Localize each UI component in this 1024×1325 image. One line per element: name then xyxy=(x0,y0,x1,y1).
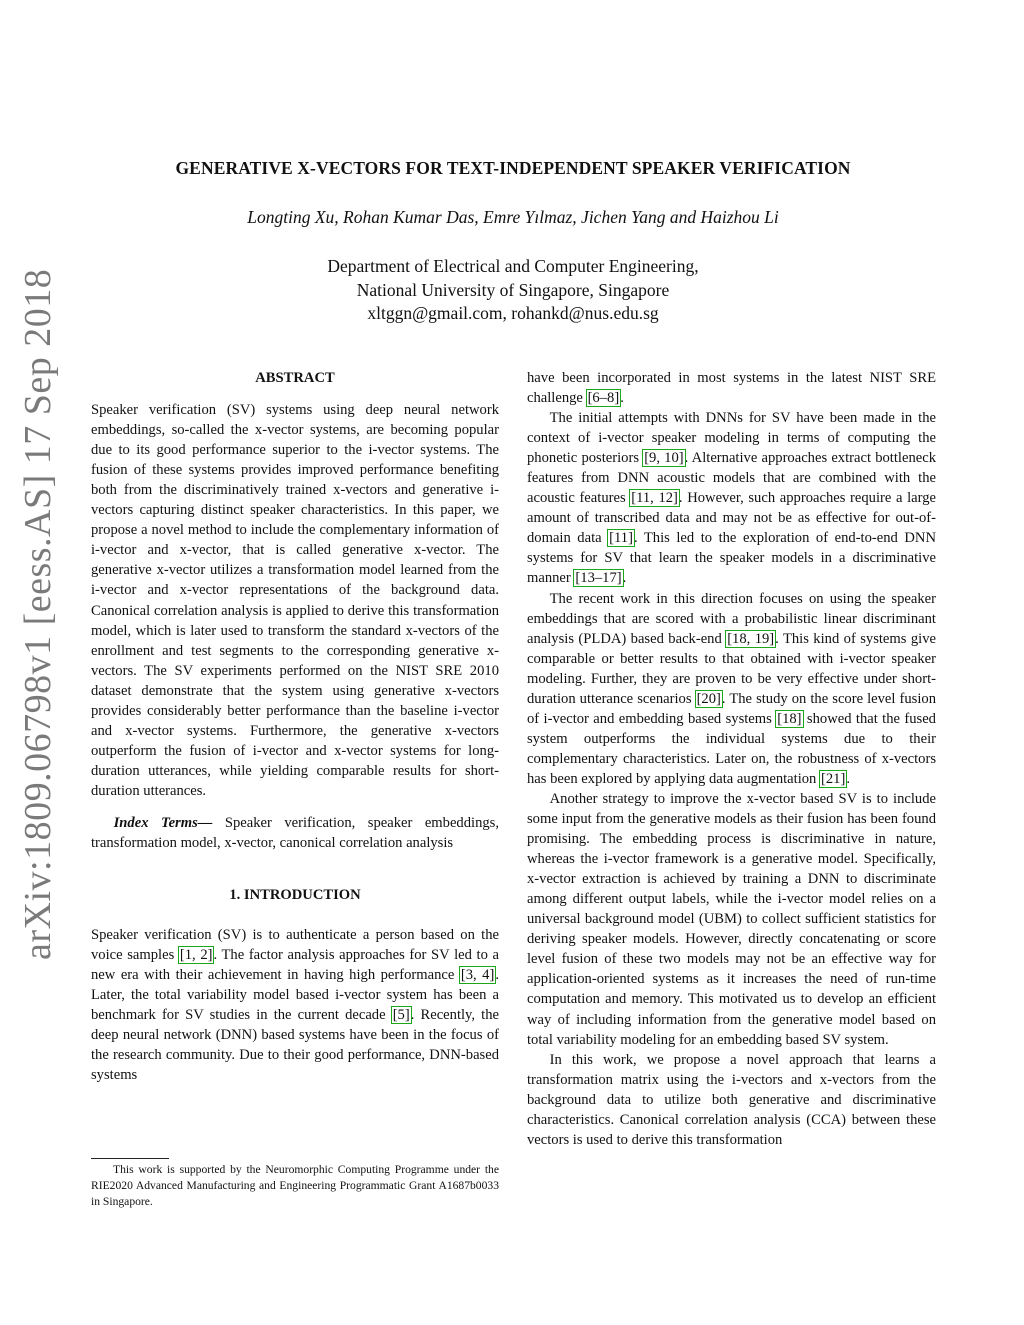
citation-link[interactable]: [18] xyxy=(777,710,802,727)
paper-title: GENERATIVE X-VECTORS FOR TEXT-INDEPENDENT SPEAKER VERIFICATION xyxy=(175,158,851,178)
affiliation xyxy=(90,255,936,326)
body-text: have been incorporated in most systems in the latest NIST SRE challenge xyxy=(527,370,936,407)
affiliation-university: National University of Singapore, Singapore xyxy=(356,279,670,300)
abstract-text: Speaker verification (SV) systems using deep neural network embeddings, so-called the x-vector systems, are becoming popular due to its good performance superior to the i-vector systems. The fusion of these systems provides improved performance benefiting both from the discriminatively trained x-vectors and generative i-vectors capturing distinct speaker characteristics. In this paper, we propose a novel method to include the complementary information of i-vector and x-vector, that is called generative x-vector. The generative x-vector utilizes a transformation model learned from the i-vector and x-vector representations of the background data. Canonical correlation analysis is applied to derive this transformation model, which is later used to transform the standard x-vectors of the enrollment and test segments to the corresponding generative x-vectors. The SV experiments performed on the NIST SRE 2010 dataset demonstrate that the system using generative x-vectors provides considerably better performance than the baseline i-vector and x-vector systems. Furthermore, the generative x-vectors outperform the fusion of i-vector and x-vector systems for long-duration utterances, while yielding comparable results for short-duration utterances. xyxy=(91,402,499,799)
index-terms xyxy=(91,813,499,853)
intro-paragraph xyxy=(91,925,499,1085)
citation-link[interactable]: [9, 10] xyxy=(644,450,684,467)
intro-heading: 1. INTRODUCTION xyxy=(229,887,361,904)
affiliation-email: xltggn@gmail.com, rohankd@nus.edu.sg xyxy=(367,303,659,323)
citation-link[interactable]: [18, 19] xyxy=(727,630,775,647)
citation-link[interactable]: [6–8] xyxy=(587,390,620,407)
body-text: . This kind of systems give comparable or better results to that obtained with i-vector speaker modeling. Further, they are proven to be very effective under short-duration utterance scenarios xyxy=(527,630,936,707)
body-text: . xyxy=(846,770,850,787)
citation-link[interactable]: [1, 2] xyxy=(179,947,213,964)
body-text: . xyxy=(620,390,624,407)
citation-link[interactable]: [3, 4] xyxy=(460,967,495,984)
index-terms-label: Index Terms— xyxy=(113,814,213,831)
right-paragraph-4: Another strategy to improve the x-vector based SV is to include some input from the generative models as their fusion has been found promising. The embedding process is discriminative in nature, whereas the i-vector framework is a generative model. Specifically, x-vector extraction is achieved by training a DNN to discriminate among different output labels, while the i-vector model relies on a universal background model (UBM) to collect sufficient statistics for deriving speaker models. However, directly concatenating or score level fusion of these two models may not be an effective way for application-oriented systems as it increases the need of run-time computation and memory. This motivated us to develop an efficient way of including information from the generative model based on total variability modeling for an embedding based SV system. xyxy=(527,790,936,1048)
citation-link[interactable]: [5] xyxy=(392,1007,410,1024)
citation-link[interactable]: [11, 12] xyxy=(631,490,678,507)
arxiv-side-label: arXiv:1809.06798v1 [eess.AS] 17 Sep 2018 xyxy=(17,268,59,960)
body-text: . This led to the exploration of end-to-end DNN systems for SV that learn the speaker models in a discriminative manner xyxy=(527,530,936,587)
author-list: Longting Xu, Rohan Kumar Das, Emre Yılmaz, Jichen Yang and Haizhou Li xyxy=(247,207,779,227)
abstract-heading: ABSTRACT xyxy=(255,370,335,386)
intro-text: . Later, the total variability model based i-vector system has been a benchmark for SV studies in the current decade xyxy=(91,967,499,1024)
right-paragraph-1 xyxy=(527,368,936,408)
body-text: . Alternative approaches extract bottleneck features from DNN acoustic models that are combined with the acoustic features xyxy=(527,450,936,507)
body-text: The recent work in this direction focuses on using the speaker embeddings that are scored with a probabilistic linear discriminant analysis (PLDA) based back-end xyxy=(527,590,936,647)
body-text: . The study on the score level fusion of i-vector and embedding based systems xyxy=(527,690,936,727)
intro-text: Speaker verification (SV) is to authenticate a person based on the voice samples xyxy=(91,927,499,964)
right-paragraph-5: In this work, we propose a novel approach that learns a transformation matrix using the i-vectors and x-vectors from the background data to utilize both generative and discriminative characteristics. Canonical correlation analysis (CCA) between these vectors is used to derive this transformation xyxy=(527,1051,936,1148)
citation-link[interactable]: [13–17] xyxy=(575,570,622,587)
index-terms-text: Speaker verification, speaker embeddings, transformation model, x-vector, canonical correlation analysis xyxy=(91,814,500,852)
right-paragraph-3 xyxy=(527,589,936,789)
body-text: showed that the fused system outperforms the individual systems due to their complementary characteristics. Later on, the robustness of x-vectors has been explored by applying data augmentation xyxy=(527,710,936,787)
footnote-rule xyxy=(91,1158,169,1159)
body-text: The initial attempts with DNNs for SV have been made in the context of i-vector speaker modeling in terms of computing the phonetic posteriors xyxy=(527,410,936,467)
citation-link[interactable]: [20] xyxy=(696,690,721,707)
affiliation-department: Department of Electrical and Computer Engineering, xyxy=(327,256,699,276)
citation-link[interactable]: [11] xyxy=(609,530,633,547)
right-column xyxy=(527,368,936,1150)
right-paragraph-2 xyxy=(527,408,936,588)
intro-text: . Recently, the deep neural network (DNN) based systems have been in the focus of the research community. Due to their good performance, DNN-based systems xyxy=(91,1007,499,1084)
body-text: . However, such approaches require a large amount of transcribed data and may not be as effective for out-of-domain data xyxy=(527,490,936,547)
intro-text: . The factor analysis approaches for SV led to a new era with their achievement in having high performance xyxy=(91,947,499,984)
body-text: . xyxy=(622,570,627,587)
footnote xyxy=(91,1162,499,1210)
left-column xyxy=(91,368,499,1086)
footnote-text: This work is supported by the Neuromorphic Computing Programme under the RIE2020 Advanced Manufacturing and Engineering Programmatic Grant A1687b0033 in Singapore. xyxy=(91,1163,499,1208)
citation-link[interactable]: [21] xyxy=(821,770,846,787)
